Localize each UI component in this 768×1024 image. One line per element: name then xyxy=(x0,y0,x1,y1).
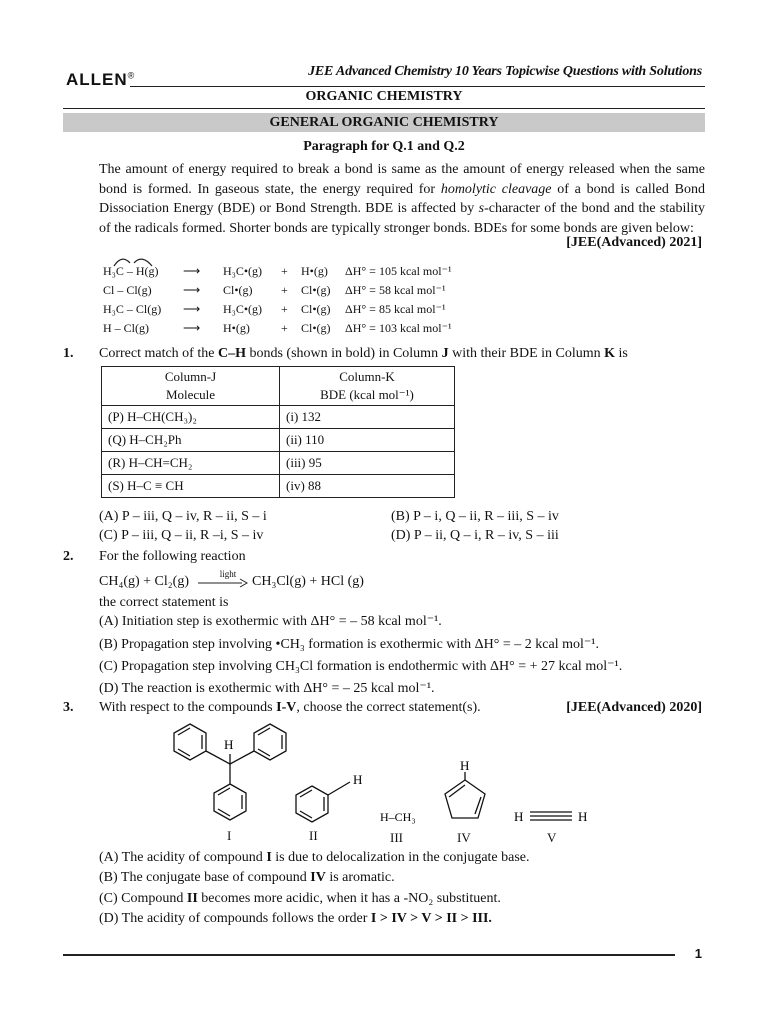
match-table xyxy=(101,366,455,498)
compound-label: V xyxy=(547,830,557,845)
equation-condition: light xyxy=(219,569,237,579)
question-2-text: For the following reaction xyxy=(99,549,246,564)
option-a: (A) P – iii, Q – iv, R – ii, S – i xyxy=(99,509,267,524)
option-a: (A) The acidity of compound I is due to delocalization in the conjugate base. xyxy=(99,850,530,865)
question-number: 2. xyxy=(63,549,74,564)
table-row xyxy=(102,429,455,452)
footer-rule xyxy=(63,954,675,956)
reaction-row: H₃C – H(g) ⟶ H₃C•(g) + H•(g) ΔH° = 105 kcal mol⁻¹ xyxy=(103,264,452,278)
reaction-row: Cl – Cl(g) ⟶ Cl•(g) + Cl•(g) ΔH° = 58 kcal mol⁻¹ xyxy=(103,283,446,297)
bde-cell: (iii) 95 xyxy=(280,452,455,475)
source-tag-2020: [JEE(Advanced) 2020] xyxy=(566,700,702,715)
option-d: (D) The reaction is exothermic with ΔH° = – 25 kcal mol⁻¹. xyxy=(99,681,435,696)
compound-label: IV xyxy=(457,830,471,845)
question-number: 1. xyxy=(63,346,74,361)
compound-iii-structure: H–CH₃ xyxy=(380,810,416,824)
bde-cell: (iv) 88 xyxy=(280,475,455,498)
reaction-row: H₃C – Cl(g) ⟶ H₃C•(g) + Cl•(g) ΔH° = 85 kcal mol⁻¹ xyxy=(103,302,446,316)
compound-ii-structure xyxy=(296,782,350,822)
publisher-logo: ALLEN® xyxy=(66,70,136,89)
table-header-row xyxy=(102,367,455,406)
compound-iv-structure xyxy=(445,772,485,818)
option-b: (B) Propagation step involving •CH₃ formation is exothermic with ΔH° = – 2 kcal mol⁻¹. xyxy=(99,637,599,652)
molecule-cell: (P) H–CH(CH₃)₂ xyxy=(102,406,280,429)
header-rule xyxy=(130,86,705,87)
equation-left: CH₄(g) + Cl₂(g) xyxy=(99,574,189,589)
atom-label: H xyxy=(460,758,470,773)
table-row xyxy=(102,406,455,429)
topic-bar: GENERAL ORGANIC CHEMISTRY xyxy=(63,113,705,132)
molecule-cell: (R) H–CH=CH₂ xyxy=(102,452,280,475)
option-d: (D) P – ii, Q – i, R – iv, S – iii xyxy=(391,528,559,543)
bde-cell: (i) 132 xyxy=(280,406,455,429)
page-number: 1 xyxy=(694,946,702,961)
question-3-text: With respect to the compounds I-V, choose the correct statement(s). xyxy=(99,700,481,715)
compound-label: I xyxy=(227,828,232,843)
column-k-header: Column-K BDE (kcal mol⁻¹) xyxy=(280,367,455,406)
option-b: (B) P – i, Q – ii, R – iii, S – iv xyxy=(391,509,559,524)
compound-v-structure xyxy=(530,812,572,820)
option-c: (C) P – iii, Q – ii, R –i, S – iv xyxy=(99,528,264,543)
column-j-header: Column-J Molecule xyxy=(102,367,280,406)
molecule-cell: (S) H–C ≡ CH xyxy=(102,475,280,498)
table-row xyxy=(102,452,455,475)
atom-label: H xyxy=(224,737,234,752)
paragraph-text: The amount of energy required to break a bond is same as the amount of energy released when the same bond is formed. In gaseous state, the energy required for homolytic cleavage of a bond is called Bond Dissociation Energy (BDE) or Bond Strength. BDE is affected by s-character of the bond and the stability of the radicals formed. Shorter bonds are typically stronger bonds. BDEs for some bonds are given below: xyxy=(99,162,706,236)
compound-label: III xyxy=(390,830,403,845)
reaction-row: H – Cl(g) ⟶ H•(g) + Cl•(g) ΔH° = 103 kcal mol⁻¹ xyxy=(103,321,452,335)
atom-label: H xyxy=(578,809,588,824)
compound-label: II xyxy=(309,828,318,843)
atom-label: H xyxy=(353,772,363,787)
option-a: (A) Initiation step is exothermic with ΔH° = – 58 kcal mol⁻¹. xyxy=(99,614,442,629)
question-2-lead: the correct statement is xyxy=(99,595,229,610)
subject-title: ORGANIC CHEMISTRY xyxy=(305,89,463,104)
molecule-cell: (Q) H–CH₂Ph xyxy=(102,429,280,452)
option-b: (B) The conjugate base of compound IV is aromatic. xyxy=(99,870,395,885)
option-c: (C) Compound II becomes more acidic, when it has a -NO₂ substituent. xyxy=(99,891,501,906)
table-row xyxy=(102,475,455,498)
book-title: JEE Advanced Chemistry 10 Years Topicwise Questions with Solutions xyxy=(308,64,702,79)
source-tag-2021: [JEE(Advanced) 2021] xyxy=(566,235,702,250)
reaction-arrow-icon xyxy=(198,578,248,588)
equation-right: CH₃Cl(g) + HCl (g) xyxy=(252,574,364,589)
question-1-text: Correct match of the C–H bonds (shown in bold) in Column J with their BDE in Column K is xyxy=(99,346,628,361)
question-number: 3. xyxy=(63,700,74,715)
option-c: (C) Propagation step involving CH₃Cl formation is endothermic with ΔH° = + 27 kcal mol⁻¹. xyxy=(99,659,623,674)
option-d: (D) The acidity of compounds follows the order I > IV > V > II > III. xyxy=(99,911,492,926)
atom-label: H xyxy=(514,809,524,824)
subject-rule xyxy=(63,108,705,109)
bde-cell: (ii) 110 xyxy=(280,429,455,452)
paragraph-heading: Paragraph for Q.1 and Q.2 xyxy=(303,139,465,154)
